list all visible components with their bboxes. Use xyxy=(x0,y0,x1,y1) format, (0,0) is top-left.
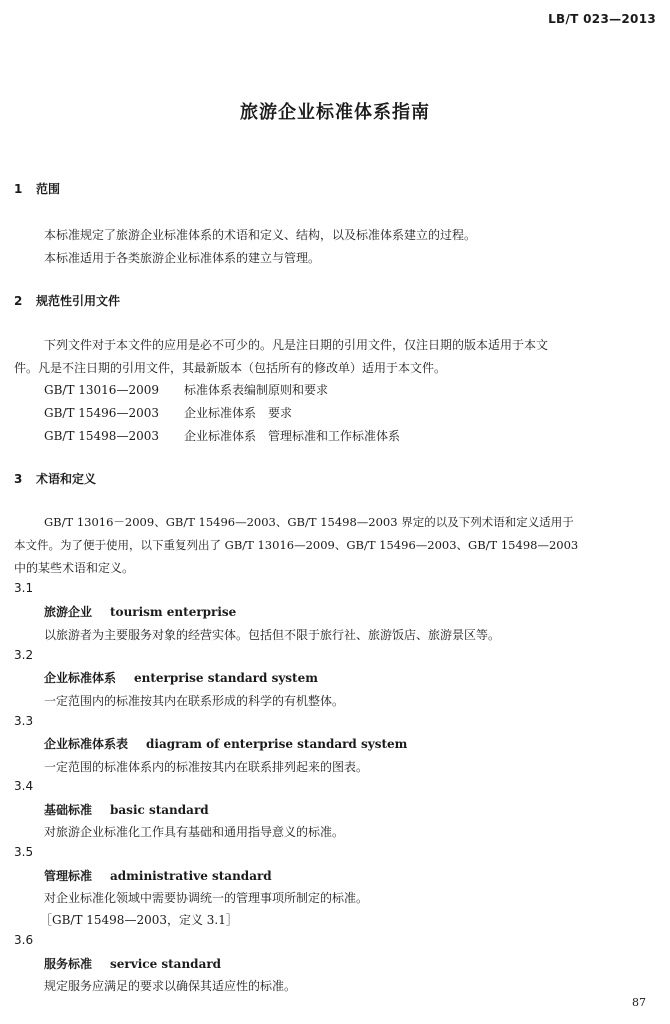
reference-title: 企业标准体系 管理标准和工作标准体系 xyxy=(184,429,401,443)
reference-code: GB/T 15498—2003 xyxy=(44,429,159,443)
paragraph: 本标准规定了旅游企业标准体系的术语和定义、结构，以及标准体系建立的过程。 xyxy=(44,228,477,242)
term-entry xyxy=(44,669,318,686)
term-chinese: 旅游企业 xyxy=(44,605,93,619)
document-title: 旅游企业标准体系指南 xyxy=(240,102,430,123)
term-chinese: 管理标准 xyxy=(44,869,93,883)
term-definition: 以旅游者为主要服务对象的经营实体。包括但不限于旅行社、旅游饭店、旅游景区等。 xyxy=(44,628,501,642)
reference-item xyxy=(44,381,328,398)
term-definition: 对旅游企业标准化工作具有基础和通用指导意义的标准。 xyxy=(44,825,345,839)
term-chinese: 企业标准体系表 xyxy=(44,737,129,751)
term-entry xyxy=(44,603,236,620)
term-entry xyxy=(44,955,221,972)
term-definition: 对企业标准化领域中需要协调统一的管理事项所制定的标准。 xyxy=(44,891,369,905)
reference-item xyxy=(44,404,292,421)
term-number: 3.6 xyxy=(14,933,34,947)
term-number: 3.3 xyxy=(14,714,34,728)
paragraph-continuation: 本文件。为了便于使用，以下重复列出了 GB/T 13016—2009、GB/T 15496—2003、GB/T 15498—2003 xyxy=(14,538,579,552)
reference-code: GB/T 15496—2003 xyxy=(44,406,159,420)
paragraph: 本标准适用于各类旅游企业标准体系的建立与管理。 xyxy=(44,251,321,265)
reference-item xyxy=(44,427,400,444)
term-english: basic standard xyxy=(110,803,209,817)
section-title: 范围 xyxy=(36,182,61,196)
paragraph: 下列文件对于本文件的应用是必不可少的。凡是注日期的引用文件，仅注日期的版本适用于本文 xyxy=(44,338,549,352)
term-entry xyxy=(44,867,272,884)
term-english: service standard xyxy=(110,957,222,971)
reference-title: 企业标准体系 要求 xyxy=(184,406,293,420)
term-number: 3.4 xyxy=(14,779,34,793)
section-number: 2 xyxy=(14,294,23,308)
term-english: diagram of enterprise standard system xyxy=(146,737,408,751)
section-number: 1 xyxy=(14,182,23,196)
term-chinese: 服务标准 xyxy=(44,957,93,971)
document-code: LB/T 023—2013 xyxy=(548,12,656,26)
term-definition: 一定范围的标准体系内的标准按其内在联系排列起来的图表。 xyxy=(44,760,369,774)
section-title: 规范性引用文件 xyxy=(36,294,121,308)
term-entry xyxy=(44,735,407,752)
section-heading-scope xyxy=(14,180,60,197)
section-heading-terms xyxy=(14,470,96,487)
section-title: 术语和定义 xyxy=(36,472,97,486)
term-english: administrative standard xyxy=(110,869,272,883)
term-english: enterprise standard system xyxy=(134,671,318,685)
paragraph-continuation: 中的某些术语和定义。 xyxy=(14,561,135,575)
term-number: 3.2 xyxy=(14,648,34,662)
paragraph-continuation: 件。凡是不注日期的引用文件，其最新版本（包括所有的修改单）适用于本文件。 xyxy=(14,361,447,375)
section-number: 3 xyxy=(14,472,23,486)
term-number: 3.5 xyxy=(14,845,34,859)
term-entry xyxy=(44,801,209,818)
paragraph: GB/T 13016－2009、GB/T 15496—2003、GB/T 15498—2003 界定的以及下列术语和定义适用于 xyxy=(44,515,574,529)
page-number: 87 xyxy=(632,996,646,1009)
reference-code: GB/T 13016—2009 xyxy=(44,383,159,397)
term-source: ［GB/T 15498—2003，定义 3.1］ xyxy=(40,913,238,927)
term-definition: 一定范围内的标准按其内在联系形成的科学的有机整体。 xyxy=(44,694,345,708)
term-definition: 规定服务应满足的要求以确保其适应性的标准。 xyxy=(44,979,297,993)
reference-title: 标准体系表编制原则和要求 xyxy=(184,383,329,397)
term-number: 3.1 xyxy=(14,581,34,595)
term-english: tourism enterprise xyxy=(110,605,237,619)
section-heading-normative-references xyxy=(14,292,120,309)
term-chinese: 基础标准 xyxy=(44,803,93,817)
term-chinese: 企业标准体系 xyxy=(44,671,117,685)
